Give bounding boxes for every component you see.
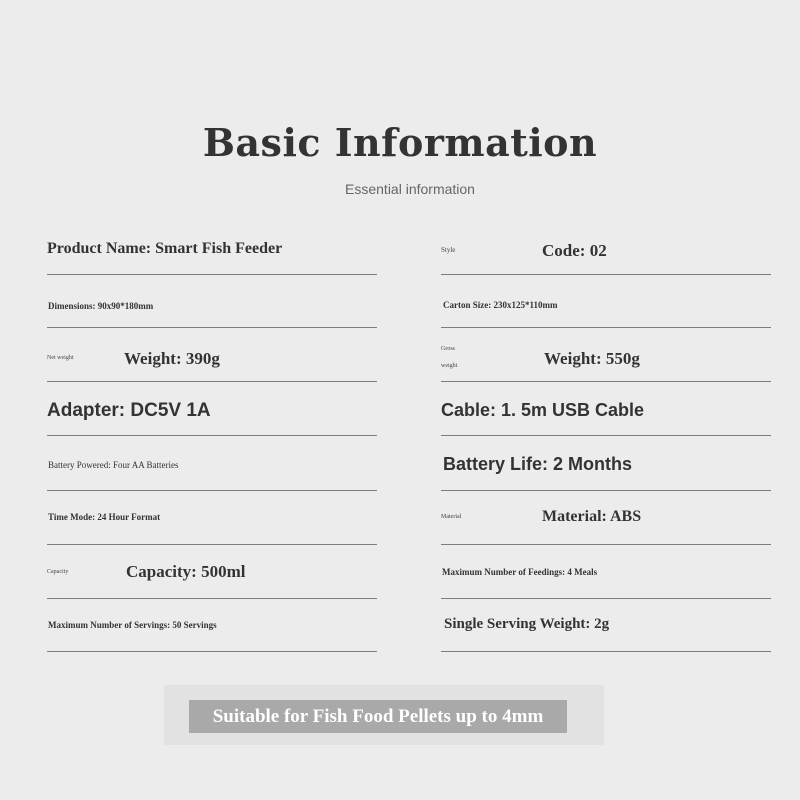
max-feedings-text: Maximum Number of Feedings: 4 Meals [442,567,598,577]
single-serving-text: Single Serving Weight: 2g [444,616,610,632]
spec-row-material [441,504,771,545]
spec-row-max-servings [47,611,377,652]
gross-label-line2: weight [441,363,458,369]
spec-row-battery-life [441,450,771,491]
battery-life-text: Battery Life: 2 Months [443,454,633,474]
page-title: Basic Information [202,120,598,165]
material-text: Material: ABS [542,508,642,525]
spec-row-max-feedings [441,558,771,599]
net-weight-label: Net weight [47,355,74,361]
spec-row-dimensions [47,287,377,328]
spec-row-style [441,234,771,275]
adapter-text: Adapter: DC5V 1A [47,400,211,421]
material-label: Material [441,514,462,520]
max-servings-text: Maximum Number of Servings: 50 Servings [48,620,217,630]
spec-row-carton-size [441,287,771,328]
spec-row-net-weight [47,341,377,382]
style-label: Style [441,246,456,254]
product-name-text: Product Name: Smart Fish Feeder [47,240,283,257]
capacity-label: Capacity [47,569,69,575]
battery-powered-text: Battery Powered: Four AA Batteries [48,460,179,470]
capacity-text: Capacity: 500ml [126,562,246,581]
spec-row-capacity [47,558,377,599]
page-subtitle: Essential information [345,181,475,197]
gross-label-line1: Gross [441,346,456,352]
spec-row-adapter [47,395,377,436]
style-code-text: Code: 02 [542,241,607,260]
dimensions-text: Dimensions: 90x90*180mm [48,301,154,311]
spec-row-product-name [47,234,377,275]
time-mode-text: Time Mode: 24 Hour Format [48,512,161,522]
cable-text: Cable: 1. 5m USB Cable [441,400,645,420]
spec-row-battery-powered [47,450,377,491]
spec-row-cable [441,395,771,436]
carton-size-text: Carton Size: 230x125*110mm [443,300,558,310]
spec-row-gross-weight [441,341,771,382]
gross-weight-text: Weight: 550g [544,349,640,368]
spec-row-single-serving [441,611,771,652]
net-weight-text: Weight: 390g [124,349,220,368]
pellet-size-banner: Suitable for Fish Food Pellets up to 4mm [189,700,567,733]
spec-row-time-mode [47,504,377,545]
